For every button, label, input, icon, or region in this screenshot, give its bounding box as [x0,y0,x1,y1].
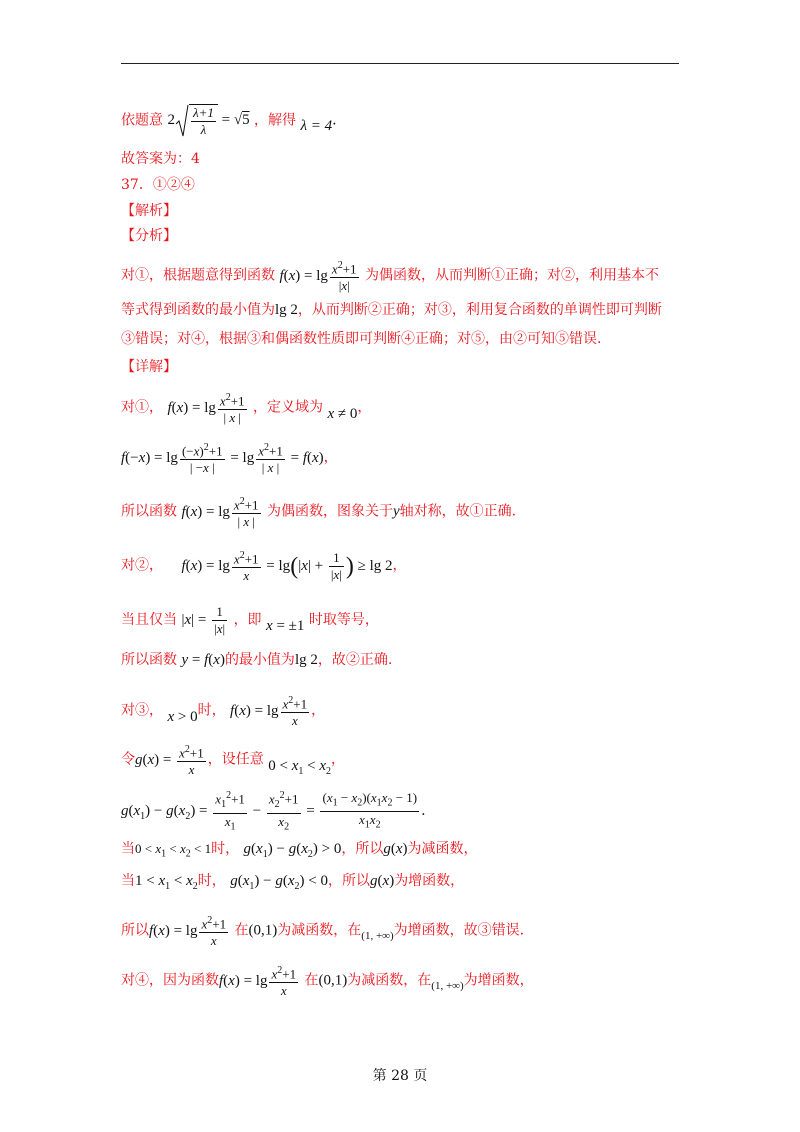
detail-13 [121,963,534,999]
header-rule [121,63,679,64]
text: 令 [121,751,135,768]
detail-2: f(−x) = lg $\frac{(-x)^2+1}{| -x |}$ = lg $\frac{x^2+1}{| x |}$ = f(x)， [121,442,338,476]
math-interval-01-b: (0,1) [318,972,348,989]
math-x-pos: x > 0 [167,708,198,725]
detail-12 [121,913,524,949]
math-y-f: y = f(x) [181,652,225,668]
text: 为偶函数，从而判断①正确；对②，利用基本不 [365,267,659,284]
section-jiexi: 【解析】 [121,203,177,219]
text: 所以 [121,922,149,939]
math-f-4: f(x) = lg $\frac{x^2+1}{x}$ [219,965,297,999]
text: 为偶函数，图象关于 [267,503,393,520]
text: 对④，因为函数 [121,972,219,989]
text: ，从而判断②正确；对③，利用复合函数的单调性即可判断 [297,302,662,318]
detail-10 [121,842,478,860]
math-gx-b: g(x) [370,873,395,889]
text: 为减函数， [407,841,478,857]
text: ，解得 [254,112,297,129]
text: 依题意 [121,112,163,129]
math-interval-01: (0,1) [248,922,278,939]
text: 时， [197,702,226,719]
section-fenxi: 【分析】 [121,228,177,244]
text: ，所以 [341,841,384,857]
question-number: 37．①②④ [121,177,195,193]
text: 为减函数，在 [277,922,362,939]
analysis-line-2 [121,303,662,318]
text: 为减函数，在 [347,972,432,989]
detail-3 [121,494,516,530]
text: 的最小值为 [224,652,295,668]
math-interval-1inf-b: (1, +∞) [431,979,464,992]
detail-8: 令g(x) = $\frac{x^2+1}{x}$ ，设任意 $0 < x_1 < x_2$， [121,744,345,778]
text: 轴对称，故①正确. [399,503,517,520]
page-footer: 第 28 页 [372,1068,428,1084]
text: 时， [211,841,240,857]
answer-text: 故答案为：4 [121,151,200,167]
analysis-line-3: ③错误；对④，根据③和偶函数性质即可判断④正确；对⑤，由②可知⑤错误. [121,331,602,347]
section-xiangjie: 【详解】 [121,359,177,375]
math-x1x2: $0 < x_1 < x_2$ [268,757,331,777]
text: 对②， [121,557,163,574]
math-g: g(x) = $\frac{x^2+1}{x}$ [135,744,204,778]
math-f: f(x) = lg $\frac{x^2+1}{|x|}$ [279,260,357,294]
answer-line: 依题意 2 $\frac{\lambda+1}{\lambda}$ = √5 ，解得 λ = 4. [121,105,337,137]
text: ，设任意 [207,751,264,768]
text: 对①， [121,399,163,416]
text: 对①，根据题意得到函数 [121,267,275,284]
math-domain: x ≠ 0 [327,405,358,422]
text: 在 [304,972,319,989]
math-cond2: $1 < x_1 < x_2$ [135,873,198,892]
math-ineq: f(x) = lg $\frac{x^2+1}{x}$ = lg(|x| + $\frac{1}{|x|}$ ) ≥ lg 2 [181,549,393,584]
math-even-proof: f(−x) = lg $\frac{(-x)^2+1}{| -x |}$ = lg $\frac{x^2+1}{| x |}$ = f(x) [121,442,324,476]
math-cond1: $0 < x_1 < x_2 < 1$ [135,841,212,860]
math-lg2: lg 2 [275,302,298,318]
detail-11 [121,874,464,892]
text: 为增函数， [463,972,534,989]
math-lg2-b: lg 2 [294,652,318,668]
detail-4: 对②， f(x) = lg $\frac{x^2+1}{x}$ = lg(|x| + $\frac{1}{|x|}$ ) ≥ lg 2， [121,549,407,584]
math-f-pos: f(x) = lg $\frac{x^2+1}{x}$ [230,695,308,729]
math-f-even: f(x) = lg $\frac{x^2+1}{| x |}$ [181,496,259,530]
text: 为增函数，故③错误. [393,922,525,939]
text: 时取等号， [308,611,379,628]
text: ，故②正确. [317,652,393,668]
text: 在 [234,922,249,939]
text: 当 [121,841,135,857]
text: 对③， [121,702,163,719]
text: ，定义域为 [253,399,323,416]
text: ，即 [233,611,262,628]
math-y: y [393,503,400,520]
math-gx: g(x) [383,841,408,857]
detail-5 [121,604,379,637]
math-f-def: f(x) = lg $\frac{x^2+1}{| x |}$ [167,392,245,426]
text: 所以函数 [121,652,177,668]
detail-9: $g(x_1) - g(x_2)$ = $\frac{x_1^2+1}{x_1}$ − $\frac{x_2^2+1}{x_2}$ = $\frac{(x_1 - x_2)(x_1x_2 - 1)}{x_1x_2}$ . [121,789,426,833]
analysis-line-1 [121,258,659,294]
math-lambda: λ = 4 [300,118,333,135]
detail-1: 对①， f(x) = lg $\frac{x^2+1}{| x |}$ ，定义域为 x ≠ 0， [121,392,372,426]
text: ，所以 [328,873,371,889]
detail-7: 对③， x > 0时， f(x) = lg $\frac{x^2+1}{x}$ ， [121,695,326,729]
text: 等式得到函数的最小值为 [121,302,275,318]
math-x-pm1: x = ±1 [266,617,305,634]
math-interval-1inf: (1, +∞) [361,929,394,942]
math-equality: |x| = $\frac{1}{|x|}$ [181,604,226,636]
text: 为增函数， [394,873,465,889]
math-dec: $g(x_1) - g(x_2) > 0$ [243,841,342,860]
text: 时， [197,873,226,889]
math-f-mono: f(x) = lg $\frac{x^2+1}{x}$ [149,915,227,949]
math-sqrt-eq: 2 $\frac{\lambda+1}{\lambda}$ = √5 [167,105,250,137]
text: 所以函数 [121,503,177,520]
text: 当且仅当 [121,611,177,628]
math-inc: $g(x_1) - g(x_2) < 0$ [230,873,329,892]
detail-6 [121,653,392,668]
text: 当 [121,873,135,889]
math-g-diff: $g(x_1) - g(x_2)$ = $\frac{x_1^2+1}{x_1}$ − $\frac{x_2^2+1}{x_2}$ = $\frac{(x_1 - x_2)(x_1x_2 - 1)}{x_1x_2}$ [121,789,418,833]
